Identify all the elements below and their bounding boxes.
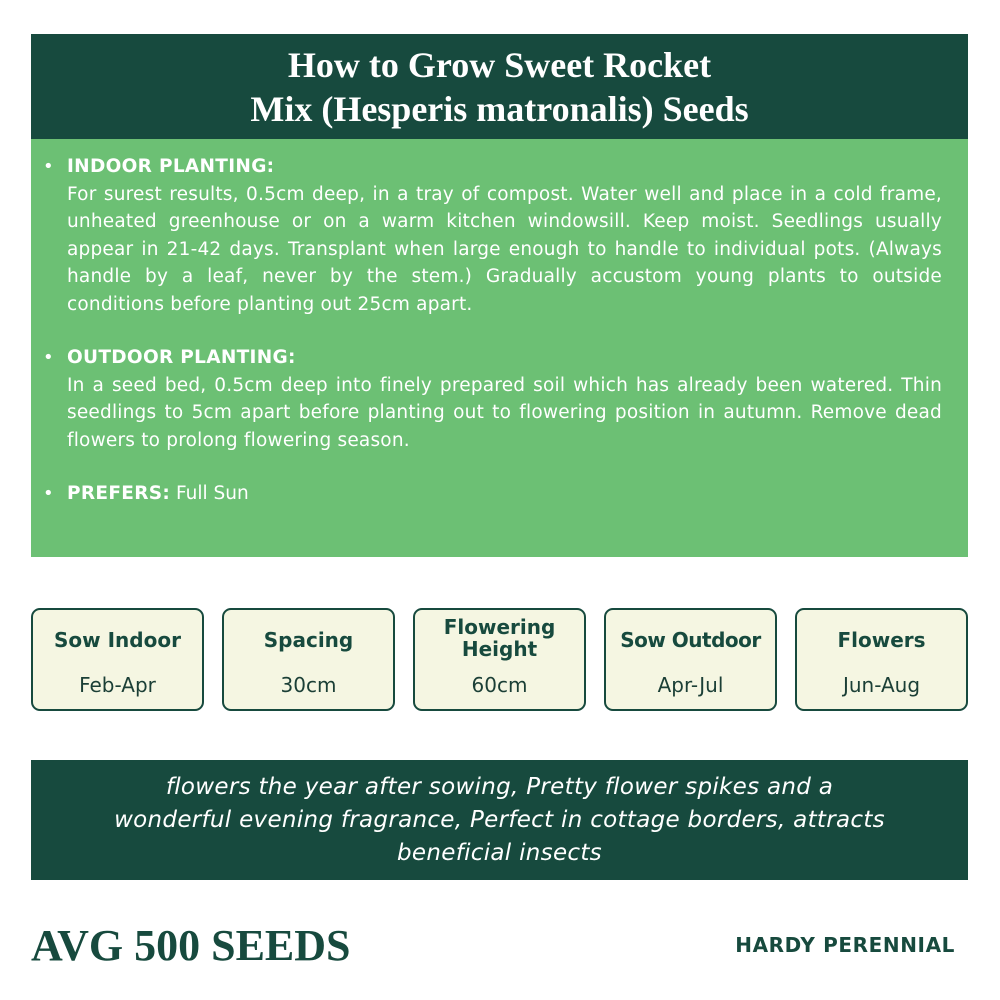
info-box-value: 60cm	[471, 673, 528, 697]
outdoor-planting-heading: OUTDOOR PLANTING:	[67, 347, 296, 368]
prefers-value: Full Sun	[175, 483, 249, 504]
indoor-planting-heading: INDOOR PLANTING:	[67, 156, 275, 177]
info-box-value: Apr-Jul	[657, 673, 724, 697]
outdoor-planting-item	[43, 344, 942, 454]
prefers-heading: PREFERS:	[67, 483, 171, 504]
seed-count: AVG 500 SEEDS	[31, 921, 351, 970]
info-boxes	[31, 608, 968, 711]
description-text: flowers the year after sowing, Pretty flower spikes and a wonderful evening fragrance, Perfect in cottage borders, attracts beneficial insects	[114, 773, 885, 866]
info-box-value: 30cm	[280, 673, 337, 697]
info-box-label: Sow Outdoor	[620, 628, 761, 652]
info-box-sow-outdoor	[604, 608, 777, 711]
info-box-flowering-height	[413, 608, 586, 711]
bullet-icon: •	[43, 156, 54, 177]
info-box-label: Flowering Height	[443, 615, 556, 661]
indoor-planting-text: For surest results, 0.5cm deep, in a tray of compost. Water well and place in a cold frame, unheated greenhouse or on a warm kitchen windowsill. Keep moist. Seedlings usually appear in 21-42 days. Transplant when large enough to handle to individual pots. (Always handle by a leaf, never by the stem.) Gradually accustom young plants to outside conditions before planting out 25cm apart.	[67, 183, 942, 315]
info-box-value: Jun-Aug	[842, 673, 921, 697]
info-box-value: Feb-Apr	[79, 673, 156, 697]
info-box-flowers	[795, 608, 968, 711]
plant-type: HARDY PERENNIAL	[735, 933, 955, 957]
outdoor-planting-text: In a seed bed, 0.5cm deep into finely prepared soil which has already been watered. Thin seedlings to 5cm apart before planting out to flowering position in autumn. Remove dead flowers to prolong flowering season.	[67, 374, 942, 451]
info-box-spacing	[222, 608, 395, 711]
instructions-panel	[31, 139, 968, 557]
page-title-line-2: Mix (Hesperis matronalis) Seeds	[250, 88, 749, 129]
prefers-item	[43, 480, 942, 508]
info-box-label: Spacing	[263, 628, 354, 652]
info-box-sow-indoor	[31, 608, 204, 711]
info-box-label: Sow Indoor	[54, 628, 181, 652]
page-title-line-1: How to Grow Sweet Rocket	[287, 44, 712, 85]
bullet-icon: •	[43, 483, 54, 504]
info-box-label: Flowers	[837, 628, 926, 652]
description-banner	[31, 760, 968, 880]
indoor-planting-item	[43, 153, 942, 318]
title-banner	[31, 34, 968, 139]
bullet-icon: •	[43, 347, 54, 368]
